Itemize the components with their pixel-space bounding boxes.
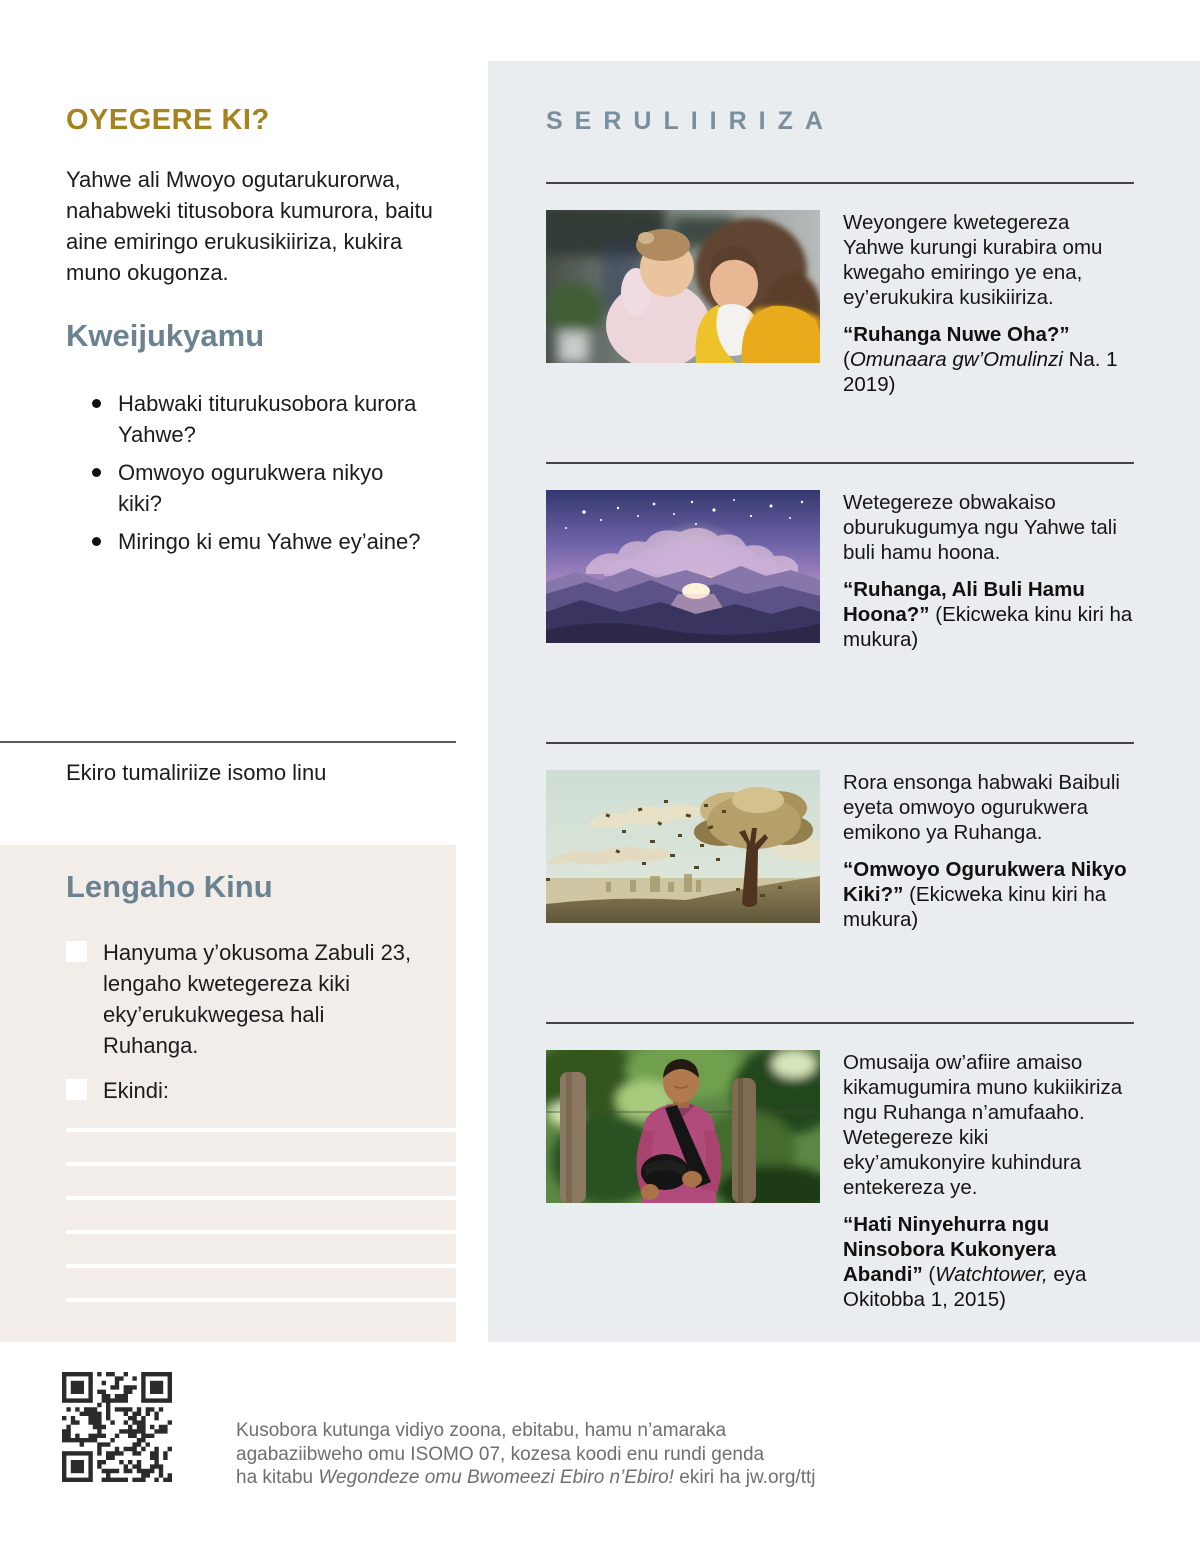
section-divider bbox=[0, 741, 456, 743]
entry-reference: “Ruhanga, Ali Buli Hamu Hoona?” (Ekicweka kinu kiri ha mukura) bbox=[843, 578, 1133, 651]
goal-box bbox=[0, 845, 456, 1342]
review-question-text: Habwaki titurukusobora kurora Yahwe? bbox=[118, 391, 417, 447]
review-question-text: Omwoyo ogurukwera nikyo kiki? bbox=[118, 460, 384, 516]
checkbox[interactable] bbox=[66, 1079, 87, 1100]
footer-line: Kusobora kutunga vidiyo zoona, ebitabu, hamu n’amaraka bbox=[236, 1420, 727, 1441]
completion-note: Ekiro tumaliriize isomo linu bbox=[66, 760, 327, 785]
qr-code bbox=[62, 1372, 172, 1482]
goal-checkbox-item bbox=[66, 1075, 426, 1106]
review-question-list bbox=[66, 388, 422, 564]
goal-item-label: Ekindi: bbox=[103, 1078, 170, 1103]
entry-description: Wetegereze obwakaiso oburukugumya ngu Yahwe tali buli hamu hoona. bbox=[843, 491, 1117, 564]
sunset-mountains-illustration bbox=[546, 490, 820, 643]
writing-line bbox=[66, 1162, 456, 1166]
entry-reference: “Hati Ninyehurra ngu Ninsobora Kukonyera Abandi” (Watchtower, eya Okitobba 1, 2015) bbox=[843, 1213, 1087, 1311]
page-title: OYEGERE KI? bbox=[66, 104, 270, 136]
writing-line bbox=[66, 1196, 456, 1200]
supplement-entry bbox=[546, 182, 1134, 397]
entry-description: Omusaija ow’afiire amaiso kikamugumira muno kukiikiriza ngu Ruhanga n’amufaaho. Wetegereze kiki eky’amukonyire kuhindura entekereza ye. bbox=[843, 1051, 1123, 1199]
review-question bbox=[66, 388, 422, 450]
supplement-entry bbox=[546, 1022, 1134, 1312]
mother-and-child-photo bbox=[546, 210, 820, 363]
bullet-icon bbox=[92, 537, 101, 546]
review-question bbox=[66, 457, 422, 519]
bullet-icon bbox=[92, 468, 101, 477]
writing-line bbox=[66, 1298, 456, 1302]
checkbox[interactable] bbox=[66, 941, 87, 962]
writing-line bbox=[66, 1264, 456, 1268]
entry-reference: “Ruhanga Nuwe Oha?” (Omunaara gw’Omulinzi Na. 1 2019) bbox=[843, 323, 1118, 396]
supplement-panel bbox=[488, 61, 1200, 1342]
supplement-entry bbox=[546, 462, 1134, 652]
footer-note bbox=[236, 1419, 815, 1490]
review-section-title: Kweijukyamu bbox=[66, 318, 265, 353]
review-question-text: Miringo ki emu Yahwe ey’aine? bbox=[118, 529, 421, 554]
writing-line bbox=[66, 1230, 456, 1234]
goal-checkbox-item bbox=[66, 937, 426, 1061]
footer-line: ha kitabu Wegondeze omu Bwomeezi Ebiro n’Ebiro! ekiri ha jw.org/ttj bbox=[236, 1467, 816, 1488]
goal-box-title: Lengaho Kinu bbox=[66, 869, 273, 904]
goal-item-label: Hanyuma y’okusoma Zabuli 23, lengaho kwetegereza kiki eky’erukukwegesa hali Ruhanga. bbox=[103, 940, 412, 1058]
entry-description: Rora ensonga habwaki Baibuli eyeta omwoyo ogurukwera emikono ya Ruhanga. bbox=[843, 771, 1120, 844]
bullet-icon bbox=[92, 399, 101, 408]
intro-paragraph: Yahwe ali Mwoyo ogutarukurorwa, nahabweki titusobora kumurora, baitu aine emiringo erukusikiiriza, kukira muno okugonza. bbox=[66, 167, 433, 285]
entry-description: Weyongere kwetegereza Yahwe kurungi kurabira omu kwegaho emiringo ye ena, ey’erukukira kusikiiriza. bbox=[843, 211, 1103, 309]
supplement-title: SERULIIRIZA bbox=[546, 107, 835, 135]
writing-lines bbox=[66, 1128, 456, 1332]
supplement-entry bbox=[546, 742, 1134, 932]
blind-man-photo bbox=[546, 1050, 820, 1203]
entry-reference: “Omwoyo Ogurukwera Nikyo Kiki?” (Ekicweka kinu kiri ha mukura) bbox=[843, 858, 1127, 931]
footer-line: agabaziibweho omu ISOMO 07, kozesa koodi enu rundi genda bbox=[236, 1443, 765, 1465]
review-question bbox=[66, 526, 422, 557]
autumn-tree-illustration bbox=[546, 770, 820, 923]
writing-line bbox=[66, 1128, 456, 1132]
